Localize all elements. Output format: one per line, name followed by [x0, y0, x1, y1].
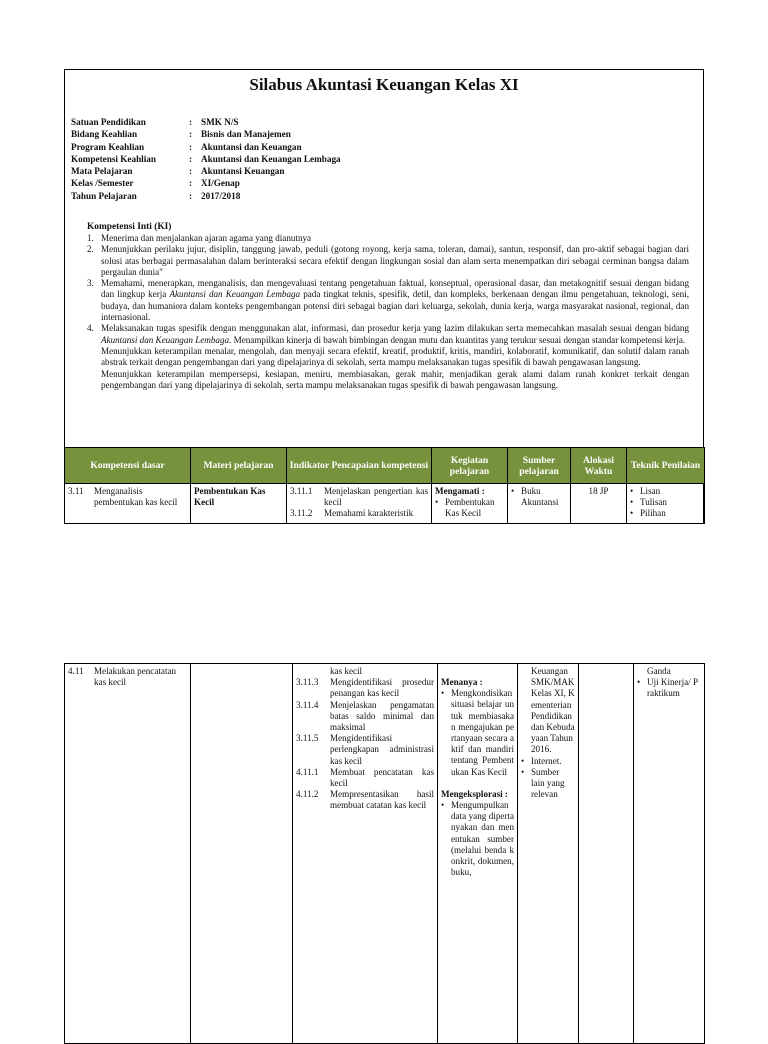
core-competency-list — [87, 233, 689, 391]
meta-row: Mata Pelajaran : Akuntansi Keuangan — [71, 166, 285, 177]
cell-time: 18 JP — [571, 484, 627, 524]
paragraph: Menunjukkan keterampilan menalar, mengolah, dan menyaji secara efektif, kreatif, produktif, kritis, mandiri, kolaboratif, komunikatif, dan solutif dalam ranah abstrak terkait dengan pengembangan dari yang dipelajarinya di sekolah, serta mampu melaksanakan tugas spesifik di bawah pengawasan langsung. — [101, 345, 689, 368]
list-item: 2. Menunjukkan perilaku jujur, disiplin, tanggung jawab, peduli (gotong royong, kerja sama, toleran, damai), santun, responsif, dan pro-aktif sebagai bagian dari solusi atas berbagai permasalahan dalam berinteraksi secara efektif dengan lingkungan sosial dan alam serta menempatkan diri sebagai cerminan bangsa dalam pergaulan dunia" — [87, 244, 689, 277]
meta-row: Kompetensi Keahlian : Akuntansi dan Keuangan Lembaga — [71, 153, 341, 164]
cell-assessment: • Lisan • Tulisan • Pilihan — [627, 484, 705, 524]
cell-assessment: Ganda • Uji Kinerja/ Praktikum — [634, 664, 705, 1044]
cell-source: • Buku Akuntansi — [508, 484, 571, 524]
cell-kd: 4.11 Melakukan pencatatan kas kecil — [65, 664, 191, 1044]
meta-row: Bidang Keahlian : Bisnis dan Manajemen — [71, 129, 291, 140]
col-header: Kegiatan pelajaran — [432, 448, 508, 484]
meta-row: Tahun Pelajaran : 2017/2018 — [71, 190, 241, 201]
syllabus-table-page-1 — [64, 447, 705, 524]
core-competency-heading: Kompetensi Inti (KI) — [87, 222, 172, 232]
cell-source: Keuangan SMK/MAK Kelas XI, Kementerian Pendidikan dan Kebudayaan Tahun 2016. • Internet. • Sumber lain yang relevan — [518, 664, 579, 1044]
cell-materi — [191, 664, 293, 1044]
col-header: Alokasi Waktu — [571, 448, 627, 484]
col-header: Materi pelajaran — [191, 448, 287, 484]
document-title: Silabus Akuntasi Keuangan Kelas XI — [249, 75, 519, 94]
table-header-row — [65, 448, 705, 484]
list-item: 1. Menerima dan menjalankan ajaran agama yang dianutnya — [87, 233, 312, 243]
identity-block — [71, 116, 341, 202]
list-item: 3. Memahami, menerapkan, menganalisis, dan mengevaluasi tentang pengetahuan faktual, konseptual, operasional dasar, dan metakognitif sesuai dengan bidang dan lingkup kerja Akuntansi dan Keuangan Lembaga pada tingkat teknis, spesifik, detil, dan kompleks, berkenaan dengan ilmu pengetahuan, teknologi, seni, budaya, dan humaniora dalam konteks pengembangan potensi diri sebagai bagian dari keluarga, sekolah, dunia kerja, warga masyarakat nasional, regional, dan internasional. — [87, 278, 689, 323]
cell-indicator: 3.11.1 Menjelaskan pengertian kas kecil 3.11.2 Memahami karakteristik — [287, 484, 432, 524]
meta-row: Program Keahlian : Akuntansi dan Keuangan — [71, 141, 302, 152]
meta-row: Satuan Pendidikan : SMK N/S — [71, 117, 239, 127]
col-header: Teknik Penilaian — [627, 448, 705, 484]
meta-row: Kelas /Semester : XI/Genap — [71, 178, 240, 189]
syllabus-table-page-2 — [64, 663, 705, 1044]
col-header: Kompetensi dasar — [65, 448, 191, 484]
cell-kd: 3.11 Menganalisis pembentukan kas kecil — [65, 484, 191, 524]
cell-activity: Menanya : • Mengkondisikan situasi belajar untuk membiasakan mengajukan pertanyaan secara aktif dan mandiri tentang Pembentukan Kas Kecil Mengeksplorasi : • Mengumpulkan data yang dipertanyakan dan menentukan sumber (melalui benda konkrit, dokumen, buku, — [438, 664, 518, 1044]
cell-activity: Mengamati : • Pembentukan Kas Kecil — [432, 484, 508, 524]
col-header: Indikator Pencapaian kompetensi — [287, 448, 432, 484]
paragraph: Menunjukkan keterampilan mempersepsi, kesiapan, meniru, membiasakan, gerak mahir, menjadikan gerak alami dalam ranah konkret terkait dengan pengembangan dari yang dipelajarinya di sekolah, serta mampu melaksanakan tugas spesifik di bawah pengawasan langsung. — [101, 368, 689, 390]
table-row — [65, 484, 705, 524]
table-row — [65, 664, 705, 1044]
col-header: Sumber pelajaran — [508, 448, 571, 484]
cell-materi: Pembentukan Kas Kecil — [191, 484, 287, 524]
cell-indicator: kas kecil 3.11.3 Mengidentifikasi prosedur penangan kas kecil 3.11.4 Menjelaskan pengamatan batas saldo minimal dan maksimal 3.11.5 Mengidentifikasi perlengkapan administrasi kas kecil 4.11.1 Membuat pencatatan kas kecil 4.11.2 Mempresentasikan hasil membuat catatan kas kecil — [293, 664, 438, 1044]
cell-time — [579, 664, 634, 1044]
list-item: 4. Melaksanakan tugas spesifik dengan menggunakan alat, informasi, dan prosedur kerja yang lazim dilakukan serta memecahkan masalah sesuai dengan bidang Akuntansi dan Keuangan Lembaga. Menampilkan kinerja di bawah bimbingan dengan mutu dan kuantitas yang terukur sesuai dengan standar kompetensi kerja. — [87, 323, 689, 345]
